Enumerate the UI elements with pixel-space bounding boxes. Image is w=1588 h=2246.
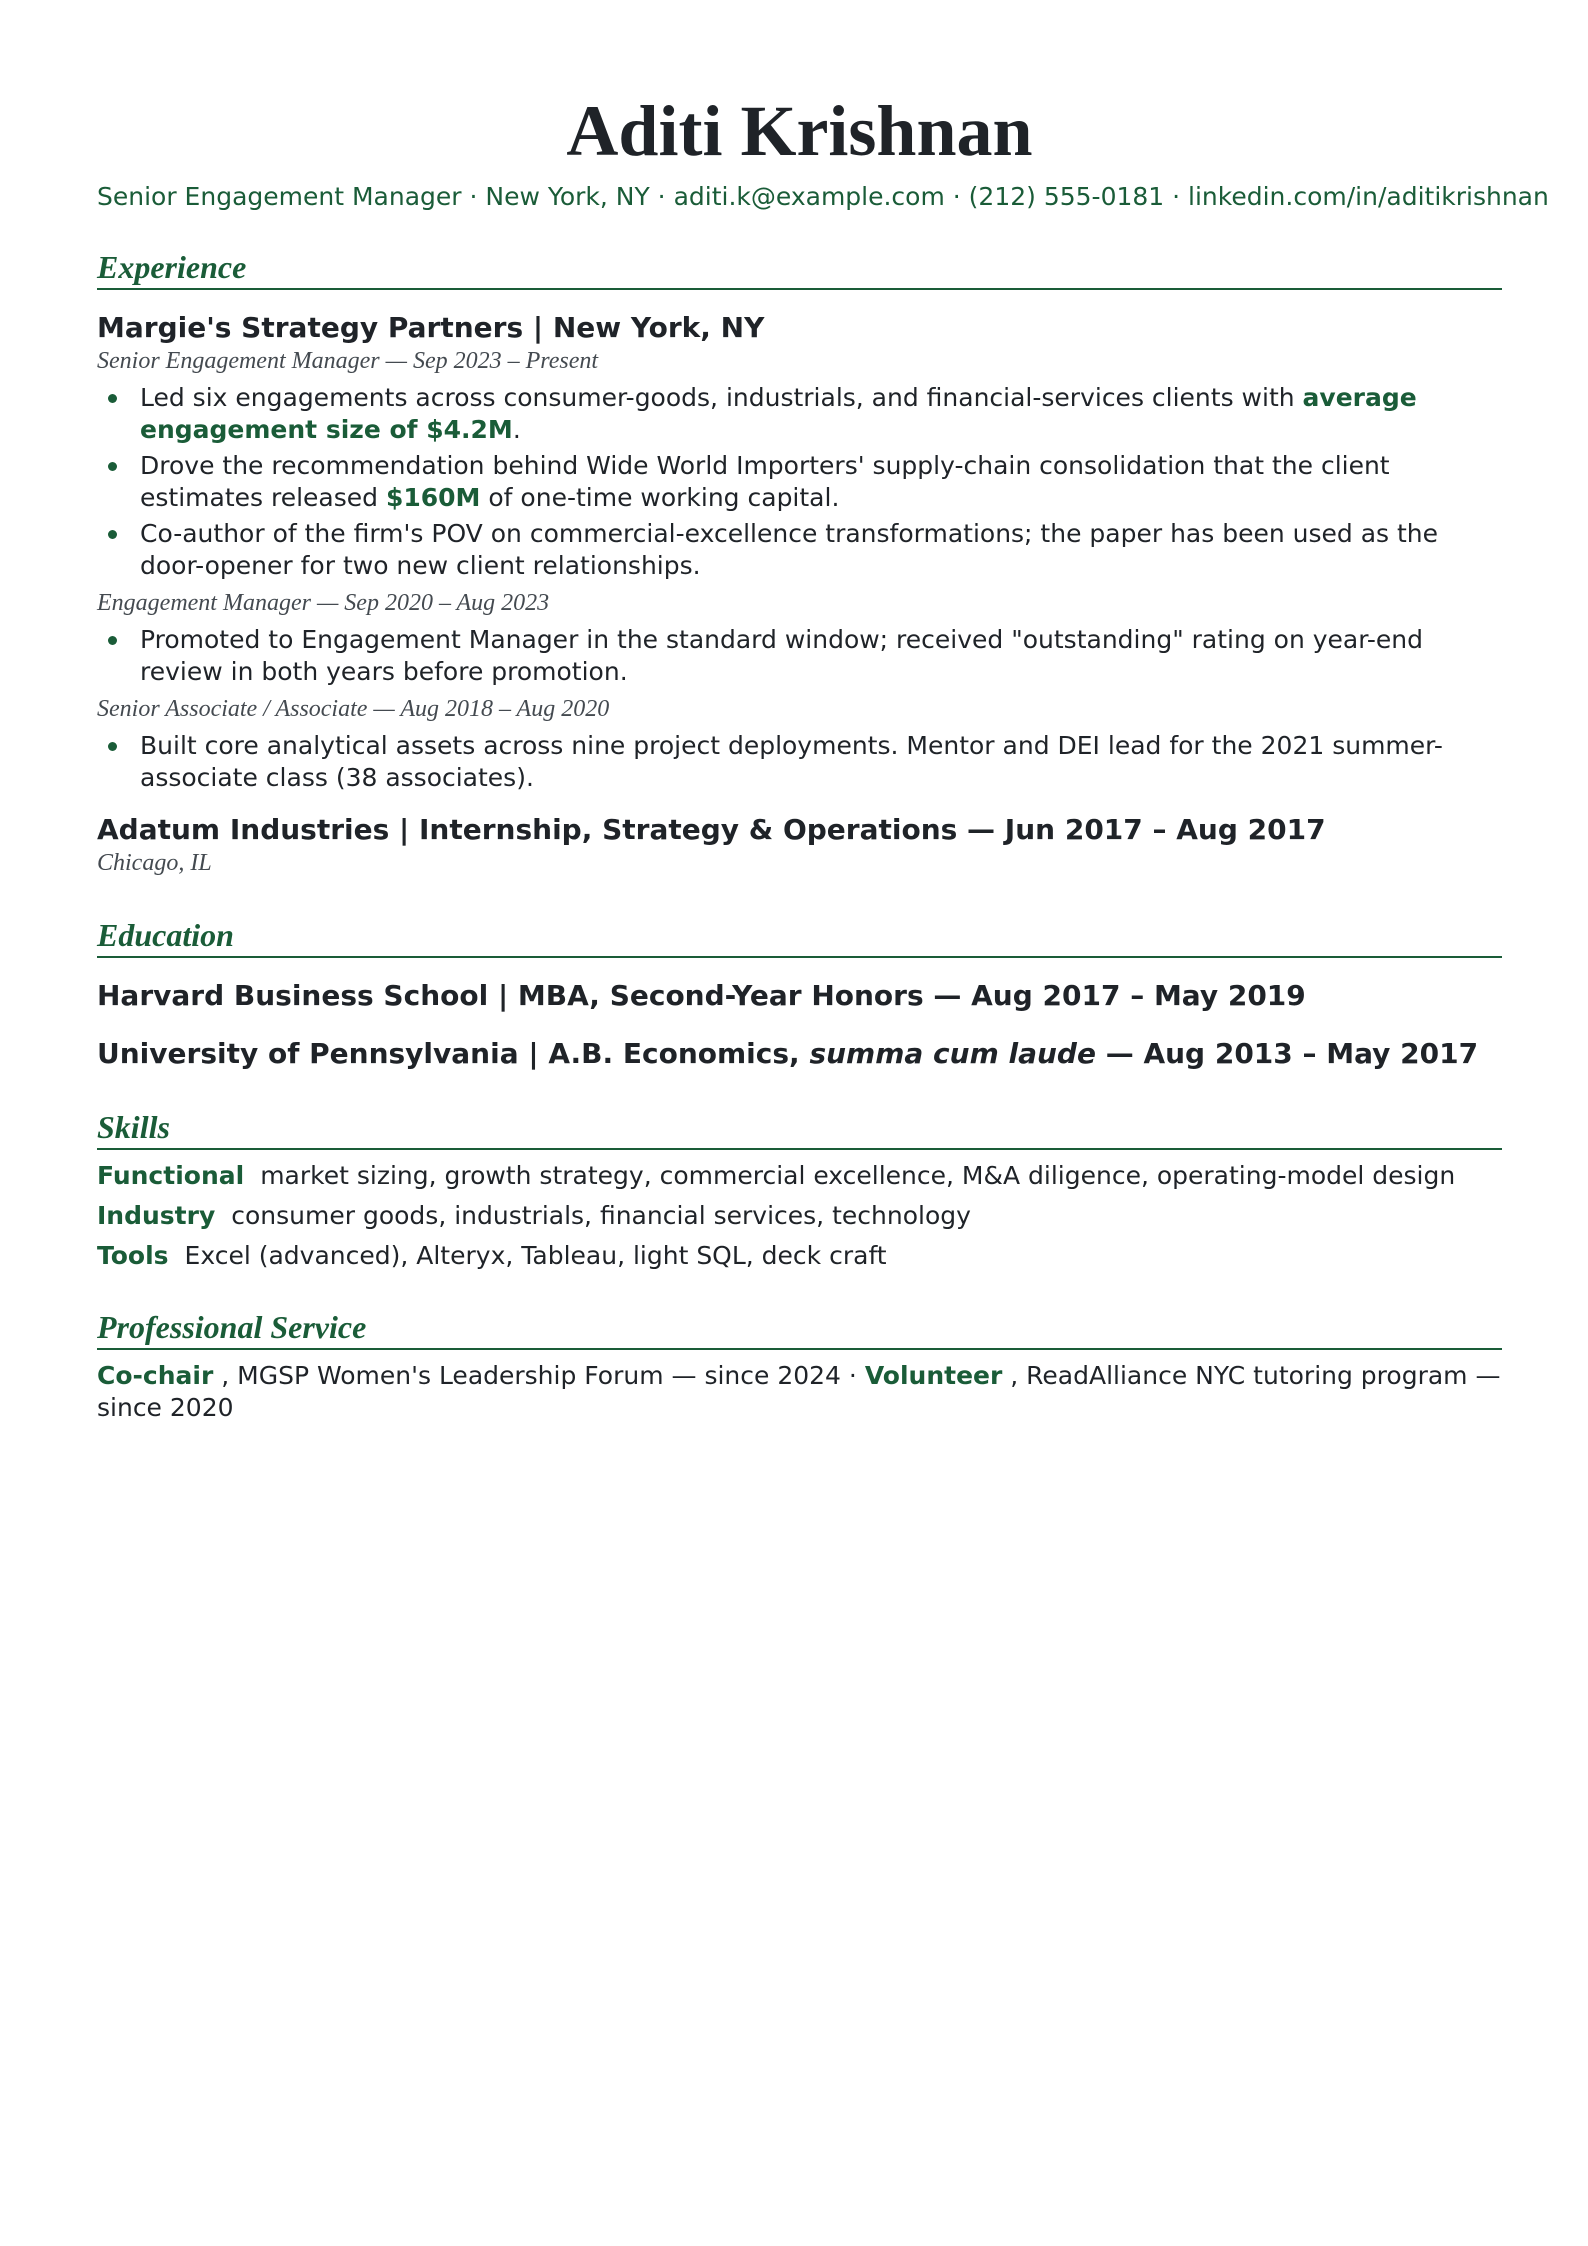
role-engagement-manager: Engagement Manager — Sep 2020 – Aug 2023 [97, 590, 550, 616]
org-heading-adatum: Adatum Industries | Internship, Strategy & Operations — Jun 2017 – Aug 2017 [97, 813, 1326, 846]
education-text: University of Pennsylvania | A.B. Economics, [97, 1037, 810, 1070]
bullet-text: Drove the recommendation behind Wide World Importers' supply-chain consolidation that the client estimates released [140, 451, 1390, 512]
experience-section [97, 248, 1502, 878]
candidate-name: Aditi Krishnan [566, 91, 1033, 171]
education-text: — Aug 2013 – May 2017 [1095, 1037, 1479, 1070]
contact-line: Senior Engagement Manager · New York, NY · aditi.k@example.com · (212) 555-0181 · linkedin.com/in/aditikrishnan [97, 182, 1549, 211]
role-senior-associate: Senior Associate / Associate — Aug 2018 – Aug 2020 [97, 696, 610, 722]
section-title-service: Professional Service [97, 1308, 1502, 1350]
bullet-text: . [512, 415, 521, 444]
bullet-list-role2 [97, 624, 1502, 688]
org-location: Chicago, IL [97, 850, 212, 876]
bullet-dot [108, 462, 117, 471]
bullet-text: Promoted to Engagement Manager in the standard window; received "outstanding" rating on year-end review in both years before promotion. [140, 625, 1424, 686]
skill-label: Industry [97, 1201, 216, 1230]
list-item [97, 518, 1502, 582]
skill-value: consumer goods, industrials, financial services, technology [231, 1201, 971, 1230]
education-section [97, 916, 1502, 1072]
resume-page [97, 90, 1549, 1424]
service-section [97, 1308, 1502, 1424]
bullet-dot [108, 742, 117, 751]
skill-label: Functional [97, 1161, 245, 1190]
service-text [97, 1360, 1502, 1424]
skill-value: Excel (advanced), Alteryx, Tableau, light SQL, deck craft [184, 1241, 887, 1270]
highlight-metric: average engagement size of $4.2M [140, 383, 1417, 444]
education-row-harvard: Harvard Business School | MBA, Second-Year Honors — Aug 2017 – May 2019 [97, 979, 1306, 1012]
education-honors: summa cum laude [809, 1037, 1096, 1070]
skill-label: Tools [97, 1241, 169, 1270]
bullet-dot [108, 530, 117, 539]
list-item [97, 730, 1502, 794]
education-row-penn [97, 1036, 1502, 1072]
skills-section [97, 1108, 1502, 1272]
section-title-education: Education [97, 916, 1502, 958]
highlight-metric: $160M [385, 483, 481, 512]
bullet-text: of one-time working capital. [480, 483, 840, 512]
bullet-text: Co-author of the firm's POV on commercial-excellence transformations; the paper has been used as the door-opener for two new client relationships. [140, 519, 1439, 580]
service-detail: , ReadAlliance NYC tutoring program — since 2020 [97, 1361, 1501, 1422]
bullet-dot [108, 394, 117, 403]
list-item [97, 450, 1502, 514]
service-label-cochair: Co-chair [97, 1361, 214, 1390]
bullet-list-role1 [97, 382, 1502, 582]
org-heading-margies: Margie's Strategy Partners | New York, NY [97, 311, 765, 344]
skill-row-tools [97, 1240, 1502, 1272]
service-label-volunteer: Volunteer [864, 1361, 1003, 1390]
role-senior-engagement-manager: Senior Engagement Manager — Sep 2023 – Present [97, 348, 599, 374]
bullet-text: Led six engagements across consumer-goods, industrials, and financial-services clients with [140, 383, 1303, 412]
section-title-experience: Experience [97, 248, 1502, 290]
list-item [97, 624, 1502, 688]
bullet-text: Built core analytical assets across nine project deployments. Mentor and DEI lead for the 2021 summer-associate class (38 associates). [140, 731, 1443, 792]
bullet-list-role3 [97, 730, 1502, 794]
skill-row-industry [97, 1200, 1502, 1232]
service-detail: , MGSP Women's Leadership Forum — since 2024 · [213, 1361, 865, 1390]
skill-row-functional [97, 1160, 1502, 1192]
bullet-dot [108, 636, 117, 645]
skill-value: market sizing, growth strategy, commercial excellence, M&A diligence, operating-model design [260, 1161, 1456, 1190]
section-title-skills: Skills [97, 1108, 1502, 1150]
list-item [97, 382, 1502, 446]
